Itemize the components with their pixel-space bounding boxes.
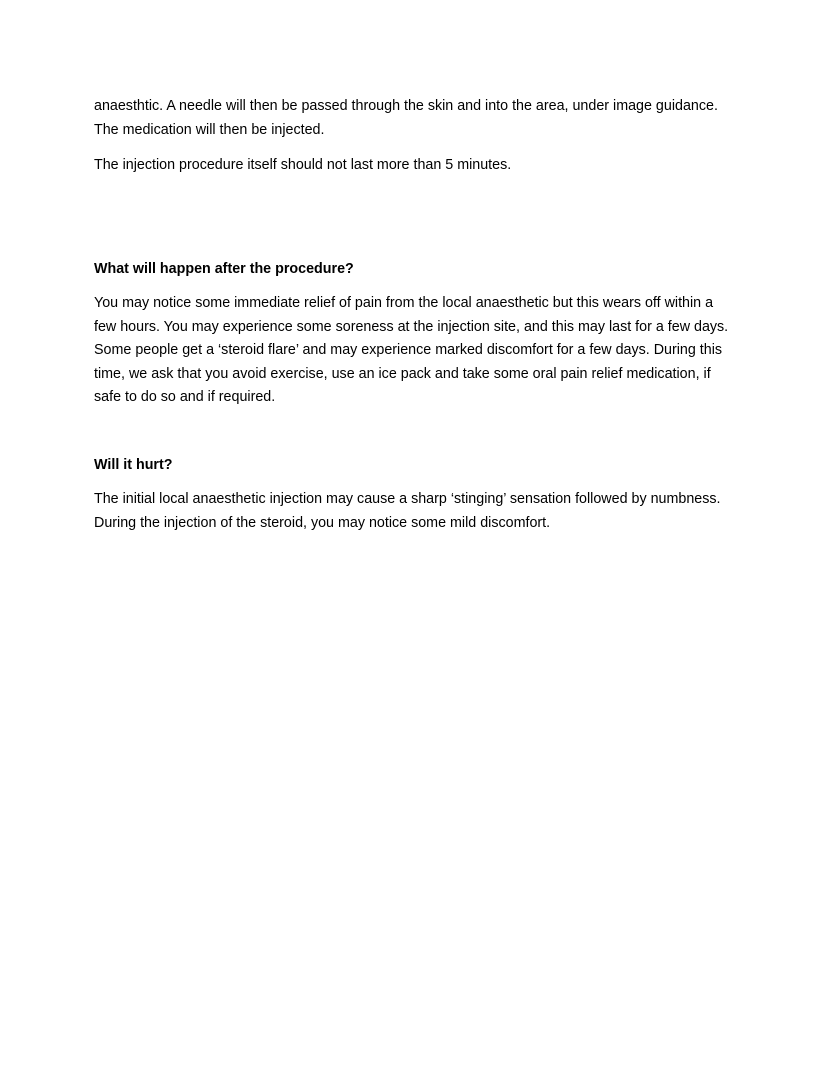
duration-paragraph: The injection procedure itself should not last more than 5 minutes. [94, 157, 512, 173]
will-it-hurt-paragraph: The initial local anaesthetic injection may cause a sharp ‘stinging’ sensation followed by numbness. During the injection of the steroid, you may notice some mild discomfort. [94, 491, 721, 531]
will-it-hurt-heading: Will it hurt? [94, 456, 173, 473]
after-procedure-heading: What will happen after the procedure? [94, 260, 354, 277]
intro-continuation-paragraph: anaesthtic. A needle will then be passed through the skin and into the area, under image guidance. The medication will then be injected. [94, 98, 718, 138]
after-procedure-paragraph: You may notice some immediate relief of pain from the local anaesthetic but this wears off within a few hours. You may experience some soreness at the injection site, and this may last for a few days. Some people get a ‘steroid flare’ and may experience marked discomfort for a few days. During this time, we ask that you avoid exercise, use an ice pack and take some oral pain relief medication, if safe to do so and if required. [94, 295, 729, 405]
